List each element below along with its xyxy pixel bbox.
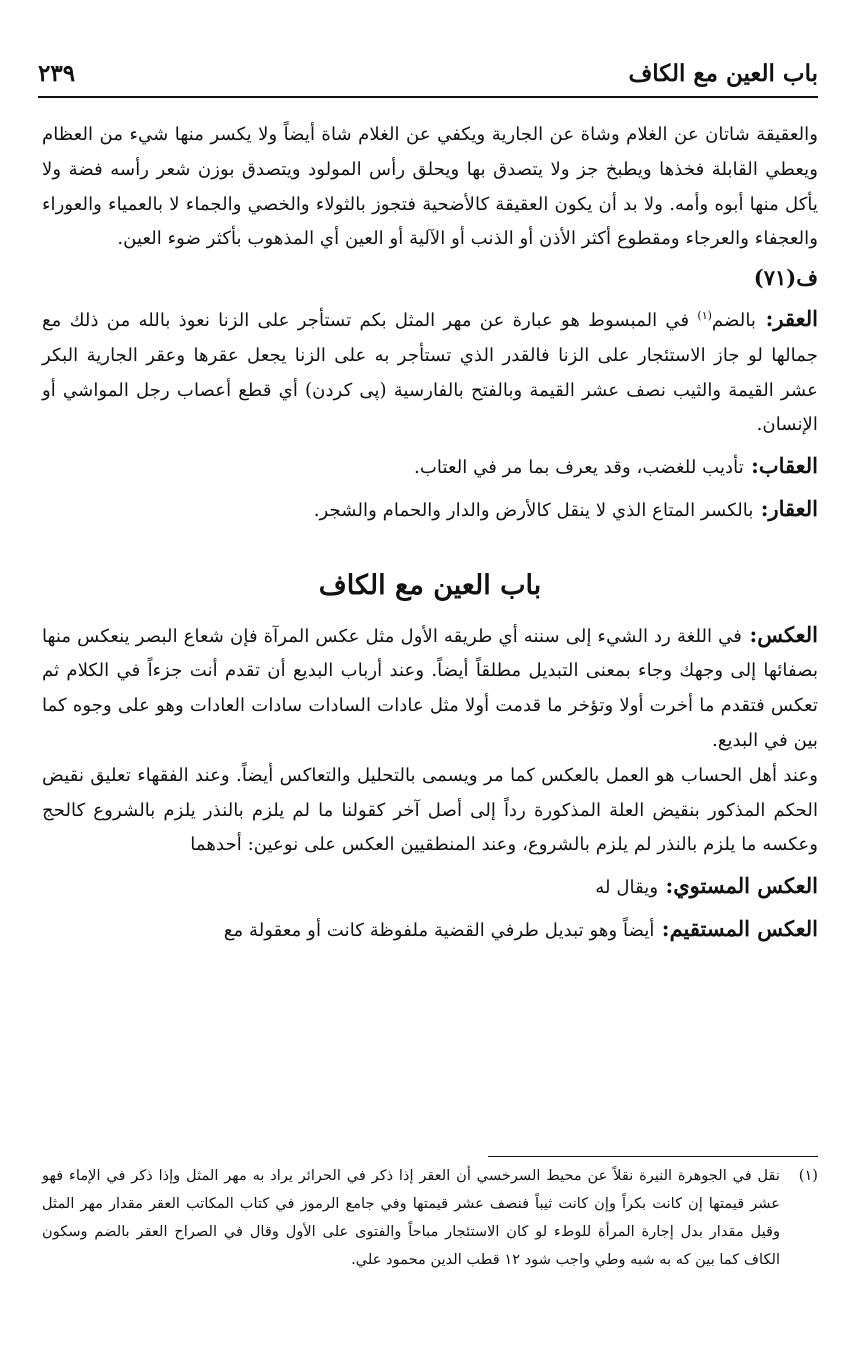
entry-term: العقار xyxy=(768,495,818,521)
entry-definition: في المبسوط هو عبارة عن مهر المثل بكم تستأجر على الزنا نعوذ بالله من ذلك مع جمالها لو جاز الاستئجار على الزنا فالقدر الذي تستأجر به على الزنا يجعل عقرها وعقر الجارية البكر عشر القيمة والثيب نصف عشر القيمة وبالفتح بالفارسية (پی کردن) أي قطع أعصاب رجل المواشي أو الإنسان. xyxy=(42,309,818,436)
entry-separator: : xyxy=(753,495,769,521)
entry-term: العكس المستوي xyxy=(673,873,818,899)
footnote-divider xyxy=(488,1156,818,1157)
entry-separator: : xyxy=(654,915,670,941)
entry-al-uqr xyxy=(42,302,818,443)
entry-al-aks xyxy=(42,618,818,759)
entry-al-aks-al-mustawi xyxy=(42,869,818,906)
entry-definition: ويقال له xyxy=(595,877,659,899)
entry-al-aks-continued: وعند أهل الحساب هو العمل بالعكس كما مر ويسمى بالتحليل والتعاكس أيضاً. وعند الفقهاء تعليق نقيض الحكم المذكور بنقيض العلة المذكورة رداً إلى أصل آخر كقولنا ما لم يلزم بالنذر يلزم بالشروع كالحج وعكسه ما يلزم بالنذر لم يلزم بالشروع، وعند المنطقيين العكس على نوعين: أحدهما xyxy=(42,764,818,856)
entry-al-aqar xyxy=(42,492,818,529)
page-number: ٢٣٩ xyxy=(38,60,76,87)
entry-separator: : xyxy=(741,621,758,647)
entry-definition: أيضاً وهو تبديل طرفي القضية ملفوظة كانت أو معقولة مع xyxy=(223,919,655,941)
entry-separator: : xyxy=(755,305,774,331)
chapter-heading: باب العين مع الكاف xyxy=(318,569,542,601)
running-title: باب العين مع الكاف xyxy=(628,60,818,87)
entry-pre-text: بالضم xyxy=(711,309,756,331)
continued-paragraph: والعقيقة شاتان عن الغلام وشاة عن الجارية ويكفي عن الغلام شاة أيضاً ولا يكسر منها شيء من العظام ويعطي القابلة فخذها ويطبخ جز ولا يتصدق بها ويحلق رأس المولود ويتصدق بوزن شعر رأسه فضة ولا يأكل منها أبوه وأمه. ولا بد أن يكون العقيقة كالأضحية فتجوز بالثولاء والخصي والجماء لا بالعمياء والعوراء والعجفاء والعرجاء ومقطوع أكثر الأذن أو الذنب أو الآلية أو العين أي المذهوب بأكثر ضوء العين. xyxy=(42,124,818,250)
entry-definition: بالكسر المتاع الذي لا ينقل كالأرض والدار والحمام والشجر. xyxy=(313,499,754,521)
entry-term: العقر xyxy=(773,305,818,331)
entry-separator: : xyxy=(658,873,674,899)
footnote-text: نقل في الجوهرة النيرة نقلاً عن محيط السرخسي أن العقر إذا ذكر في الحرائر يراد به مهر المثل وإذا ذكر في الإماء فهو عشر قيمتها إن كانت بكراً وإن كانت ثيباً فنصف عشر قيمتها وفي جامع الرموز في كتاب المكاتب العقر مقدار مهر المثل وقيل مقدار بدل إجارة المرأة للوطء لو كان الاستئجار مباحاً والفتوى على الأول وقال في الصراح العقر بالضم وسكون الكاف كما بين كه به شبه وطي واجب شود ١٢ قطب الدين محمود علي. xyxy=(42,1167,780,1268)
entry-al-aks-al-mustaqim xyxy=(42,912,818,949)
entry-term: العقاب xyxy=(758,453,818,479)
footnotes xyxy=(42,1162,818,1274)
entry-al-iqab xyxy=(42,449,818,486)
footnote-marker: (١) xyxy=(798,1167,818,1184)
section-mark: ف(٧١) xyxy=(753,265,818,291)
entry-definition: تأديب للغضب، وقد يعرف بما مر في العتاب. xyxy=(414,457,744,479)
main-text xyxy=(42,118,818,949)
entry-term: العكس xyxy=(757,621,818,647)
entry-definition: في اللغة رد الشيء إلى سننه أي طريقه الأول مثل عكس المرآة فإن شعاع البصر ينعكس منها بصفائها إلى وجهك وجاء بمعنى التبديل مطلقاً أيضاً. وعند أرباب البديع أن تقدم أنت جزءاً في الكلام ثم تعكس فتقدم ما أخرت أولا وتؤخر ما قدمت أولا مثل عادات السادات سادات العادات وهو على وجوه كما بين في البديع. xyxy=(42,625,818,751)
footnote-reference[interactable]: (١) xyxy=(697,308,712,322)
entry-separator: : xyxy=(743,453,759,479)
running-header xyxy=(38,52,818,98)
entry-term: العكس المستقيم xyxy=(669,915,818,941)
footnote xyxy=(42,1162,818,1274)
